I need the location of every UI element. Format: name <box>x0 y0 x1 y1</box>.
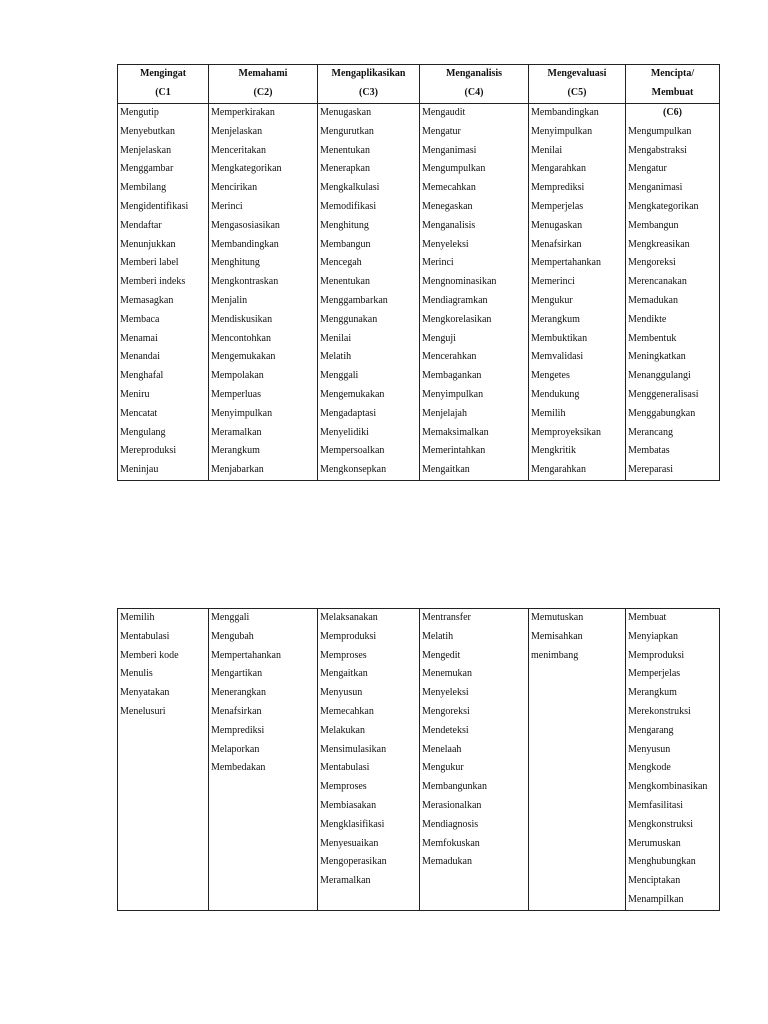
verb-item: Melatih <box>320 351 352 363</box>
verb-item: Mendiagnosis <box>422 818 479 830</box>
header-c5-level: (C5) <box>567 86 587 98</box>
verb-item: Mencontohkan <box>211 332 271 344</box>
verb-item: Melaporkan <box>211 743 260 755</box>
verb-item: Memadukan <box>422 856 472 868</box>
verb-item: Memvalidasi <box>531 351 584 363</box>
verb-item: Mengkategorikan <box>628 200 699 212</box>
verb-item: Menampilkan <box>628 893 684 905</box>
verb-item: Menugaskan <box>320 107 372 118</box>
verb-item: Menyusun <box>320 687 363 699</box>
verb-item: Merangkum <box>628 687 677 699</box>
verb-item: Menjelaskan <box>211 125 263 137</box>
verb-item: Melaksanakan <box>320 612 378 623</box>
verb-item: Mengukur <box>531 294 573 306</box>
verb-item: Menyesuaikan <box>320 837 379 849</box>
verb-item: Membedakan <box>211 762 266 774</box>
verb-item: Menyimpulkan <box>211 407 273 419</box>
verb-item: Mengaudit <box>422 107 466 118</box>
verb-item: Mencirikan <box>211 182 258 194</box>
verb-item: Mengubah <box>211 630 254 642</box>
verb-item: Memisahkan <box>531 630 583 642</box>
verb-item: Merumuskan <box>628 837 681 849</box>
verb-item: Memprediksi <box>531 182 585 194</box>
header-c3-title: Mengaplikasikan <box>331 68 406 79</box>
verb-item: Mencegah <box>320 257 362 269</box>
header-c1 <box>118 65 209 104</box>
verb-item: Mentransfer <box>422 612 471 623</box>
verb-item: Membangunkan <box>422 781 487 793</box>
verb-item: Menggeneralisasi <box>628 388 699 400</box>
verbs-cell-c4 <box>420 609 529 911</box>
verb-item: Memerinci <box>531 276 575 288</box>
verb-item: Membuat <box>628 612 667 623</box>
verb-item: Menugaskan <box>531 219 583 231</box>
verb-item: Memasagkan <box>120 294 174 306</box>
verb-item: Menyiapkan <box>628 630 678 642</box>
verb-item: Mengnominasikan <box>422 276 497 288</box>
verb-item: Membilang <box>120 182 167 194</box>
verb-item: Mengulang <box>120 426 166 438</box>
verb-item: Mengoreksi <box>422 705 470 717</box>
verb-item: Merinci <box>422 257 454 269</box>
verb-item: Mentabulasi <box>320 762 370 774</box>
header-c4-title: Menganalisis <box>445 68 503 79</box>
verb-item: Meramalkan <box>320 875 371 887</box>
verb-item: Merinci <box>211 200 243 212</box>
verb-item: Menjelaskan <box>120 144 172 156</box>
verb-item: Menceritakan <box>211 144 266 156</box>
verb-item: Mengoreksi <box>628 257 676 269</box>
verb-item: Menjabarkan <box>211 464 264 476</box>
verb-item: Mengkorelasikan <box>422 313 492 325</box>
verb-item: Membandingkan <box>211 238 279 250</box>
verb-item: Menggambarkan <box>320 294 388 306</box>
verb-item: Menilai <box>531 144 563 156</box>
verb-item: Merancang <box>628 426 673 438</box>
verb-item: Mengklasifikasi <box>320 818 385 830</box>
verb-item: Memproses <box>320 649 367 661</box>
verb-item: Menyeleksi <box>422 238 469 250</box>
verb-item: Memilih <box>531 407 566 419</box>
header-c1-level: (C1 <box>155 86 171 98</box>
verb-item: Mengurutkan <box>320 125 374 137</box>
verb-item: Menghitung <box>211 257 260 269</box>
verb-item: Membangun <box>320 238 371 250</box>
verb-item: Menyimpulkan <box>422 388 484 400</box>
verb-item: Mengarahkan <box>531 464 586 476</box>
verb-item: Menghitung <box>320 219 369 231</box>
verb-item: Menentukan <box>320 276 370 288</box>
verb-item: Memperkirakan <box>211 107 275 118</box>
header-c2-title: Memahami <box>238 68 288 79</box>
verb-item: Merasionalkan <box>422 799 482 811</box>
verb-item: Mengasosiasikan <box>211 219 280 231</box>
verb-item: Membiasakan <box>320 799 377 811</box>
verb-item: Mereproduksi <box>120 445 177 457</box>
verb-item: Mengatur <box>628 163 667 175</box>
verb-item: Mengedit <box>422 649 461 661</box>
verb-item: Membuktikan <box>531 332 588 344</box>
verb-item: Mengkonsepkan <box>320 464 387 476</box>
verb-item: Membagankan <box>422 370 482 382</box>
verbs-cell-c2 <box>209 609 318 911</box>
header-c4 <box>420 65 529 104</box>
verb-item: Memecahkan <box>320 705 374 717</box>
verb-item: Menafsirkan <box>211 705 262 717</box>
verb-item: Membaca <box>120 313 160 325</box>
verb-item: Memproduksi <box>320 630 377 642</box>
verb-item: Menciptakan <box>628 875 681 887</box>
verb-item: Menghubungkan <box>628 856 696 868</box>
verb-item: Membentuk <box>628 332 677 344</box>
verb-item: Menyusun <box>628 743 671 755</box>
verb-item: Mengkode <box>628 762 671 774</box>
verb-item: Menghafal <box>120 370 164 382</box>
verb-item: Memecahkan <box>422 182 476 194</box>
verbs-cell-c6 <box>626 609 720 911</box>
table-header-row <box>118 65 720 104</box>
verb-item: Merangkum <box>211 445 260 457</box>
header-c4-level: (C4) <box>464 86 484 98</box>
verb-item: Menelaah <box>422 743 462 755</box>
verb-item: Mengumpulkan <box>422 163 486 175</box>
header-c6-title-line1: Mencipta/ <box>650 68 695 79</box>
bloom-verbs-table-1 <box>117 64 720 481</box>
verb-item: Meramalkan <box>211 426 262 438</box>
verb-item: Mengidentifikasi <box>120 200 189 212</box>
verb-item: Mengemukakan <box>211 351 276 363</box>
verb-item: Menjalin <box>211 294 248 306</box>
verb-item: Merencanakan <box>628 276 687 288</box>
verb-item: Menunjukkan <box>120 238 176 250</box>
verb-item: Mempertahankan <box>531 257 601 269</box>
verb-item: Memperjelas <box>531 200 584 212</box>
verb-item: Menyimpulkan <box>531 125 593 137</box>
verbs-cell-c4 <box>420 104 529 481</box>
verbs-cell-c6 <box>626 104 720 481</box>
header-c1-title: Mengingat <box>139 68 187 79</box>
verb-item: Memutuskan <box>531 612 584 623</box>
header-c2 <box>209 65 318 104</box>
verb-item: Mempertahankan <box>211 649 281 661</box>
verb-item: Menggabungkan <box>628 407 696 419</box>
verb-item: Mengetes <box>531 370 570 382</box>
verb-item: Mengukur <box>422 762 464 774</box>
verb-item: Mengarahkan <box>531 163 586 175</box>
verb-item: menimbang <box>531 649 579 661</box>
verbs-cell-c5 <box>529 609 626 911</box>
verbs-cell-c1 <box>118 609 209 911</box>
verb-item: Melakukan <box>320 724 365 736</box>
verb-item: Mereparasi <box>628 464 673 476</box>
verb-item: Menguji <box>422 332 456 344</box>
verb-item: Memadukan <box>628 294 678 306</box>
verb-item: Mengkategorikan <box>211 163 282 175</box>
verb-item: Meniru <box>120 388 150 400</box>
verb-item: Mendeteksi <box>422 724 469 736</box>
verb-item: Memfokuskan <box>422 837 480 849</box>
verbs-row <box>118 104 720 481</box>
verb-item: Mengemukakan <box>320 388 385 400</box>
header-c3 <box>318 65 420 104</box>
verb-item: Membatas <box>628 445 670 457</box>
verb-item: Menyatakan <box>120 687 170 699</box>
bloom-verbs-table-2 <box>117 608 720 911</box>
verb-item: Memaksimalkan <box>422 426 489 438</box>
verb-item: Memprediksi <box>211 724 265 736</box>
verb-item: Menanggulangi <box>628 370 691 382</box>
verb-item: Mengkalkulasi <box>320 182 380 194</box>
verb-item: Mensimulasikan <box>320 743 387 755</box>
verb-item: Mengkombinasikan <box>628 781 708 793</box>
verb-item: Meningkatkan <box>628 351 686 363</box>
verb-item: Mempersoalkan <box>320 445 385 457</box>
verb-item: Mengkritik <box>531 445 576 457</box>
verb-item: Menentukan <box>320 144 370 156</box>
verb-item: Menggunakan <box>320 313 378 325</box>
verb-item: Memberi indeks <box>120 276 186 288</box>
verb-item: Menggambar <box>120 163 174 175</box>
header-c2-level: (C2) <box>253 86 273 98</box>
verb-item: Mengkontraskan <box>211 276 279 288</box>
verb-item: Memodifikasi <box>320 200 377 212</box>
verb-item: Memberi kode <box>120 649 179 661</box>
verb-item: Mengaitkan <box>320 668 368 680</box>
verb-item: Mengumpulkan <box>628 125 692 137</box>
header-c5 <box>529 65 626 104</box>
verb-item: Mengkonstruksi <box>628 818 693 830</box>
verb-item: Menerapkan <box>320 163 370 175</box>
verb-item: Mendiskusikan <box>211 313 273 325</box>
verb-item: Menilai <box>320 332 352 344</box>
verbs-cell-c3 <box>318 609 420 911</box>
verb-item: Menganimasi <box>422 144 477 156</box>
verb-item: Mendaftar <box>120 219 162 231</box>
verb-item: Membandingkan <box>531 107 599 118</box>
verb-item: Mengabstraksi <box>628 144 687 156</box>
verb-item: Menelusuri <box>120 705 166 717</box>
verb-item: Mendikte <box>628 313 667 325</box>
verb-item: Mengadaptasi <box>320 407 377 419</box>
verb-item: Menerangkan <box>211 687 266 699</box>
verb-item: Meninjau <box>120 464 159 476</box>
verb-item: Memproduksi <box>628 649 685 661</box>
verb-item: Memproyeksikan <box>531 426 601 438</box>
verb-item: Mengarang <box>628 724 674 736</box>
verb-item: Memfasilitasi <box>628 799 683 811</box>
verb-item: Menandai <box>120 351 160 363</box>
verb-item: Menggali <box>211 612 250 623</box>
verb-item: Mentabulasi <box>120 630 170 642</box>
verb-item: Mencatat <box>120 407 158 419</box>
verb-item: Mencerahkan <box>422 351 477 363</box>
verb-item: Menamai <box>120 332 158 344</box>
header-c3-level: (C3) <box>359 86 378 98</box>
verb-item: Melatih <box>422 630 454 642</box>
verb-item: Menggali <box>320 370 359 382</box>
verb-item: Mempolakan <box>211 370 264 382</box>
verb-item: Memperluas <box>211 388 261 400</box>
verbs-cell-c5 <box>529 104 626 481</box>
verb-item: Mengkreasikan <box>628 238 690 250</box>
verb-item: Mengoperasikan <box>320 856 387 868</box>
verb-item: Memproses <box>320 781 367 793</box>
verb-item: Memberi label <box>120 257 179 269</box>
header-c6-level: (C6) <box>663 107 682 118</box>
verb-item: Menemukan <box>422 668 472 680</box>
verbs-cell-c2 <box>209 104 318 481</box>
verb-item: Memerintahkan <box>422 445 486 457</box>
verb-item: Mendukung <box>531 388 580 400</box>
verb-item: Memperjelas <box>628 668 681 680</box>
verb-item: Menyelidiki <box>320 426 369 438</box>
verb-item: Mengartikan <box>211 668 263 680</box>
verb-item: Membangun <box>628 219 679 231</box>
verb-item: Menganimasi <box>628 182 683 194</box>
verb-item: Memilih <box>120 612 155 623</box>
verb-item: Merekonstruksi <box>628 705 691 717</box>
verb-item: Menjelajah <box>422 407 467 419</box>
header-c6-title-line2: Membuat <box>651 86 694 98</box>
verbs-cell-c1 <box>118 104 209 481</box>
verb-item: Mengaitkan <box>422 464 470 476</box>
header-c6 <box>626 65 720 104</box>
verb-item: Menyebutkan <box>120 125 175 137</box>
verb-item: Menegaskan <box>422 200 473 212</box>
verb-item: Menyeleksi <box>422 687 469 699</box>
verb-item: Mendiagramkan <box>422 294 488 306</box>
verb-item: Menulis <box>120 668 153 680</box>
verbs-cell-c3 <box>318 104 420 481</box>
header-c5-title: Mengevaluasi <box>547 68 607 79</box>
verb-item: Merangkum <box>531 313 580 325</box>
verb-item: Mengutip <box>120 107 159 118</box>
verbs-row <box>118 609 720 911</box>
verb-item: Mengatur <box>422 125 461 137</box>
verb-item: Menganalisis <box>422 219 476 231</box>
verb-item: Menafsirkan <box>531 238 582 250</box>
